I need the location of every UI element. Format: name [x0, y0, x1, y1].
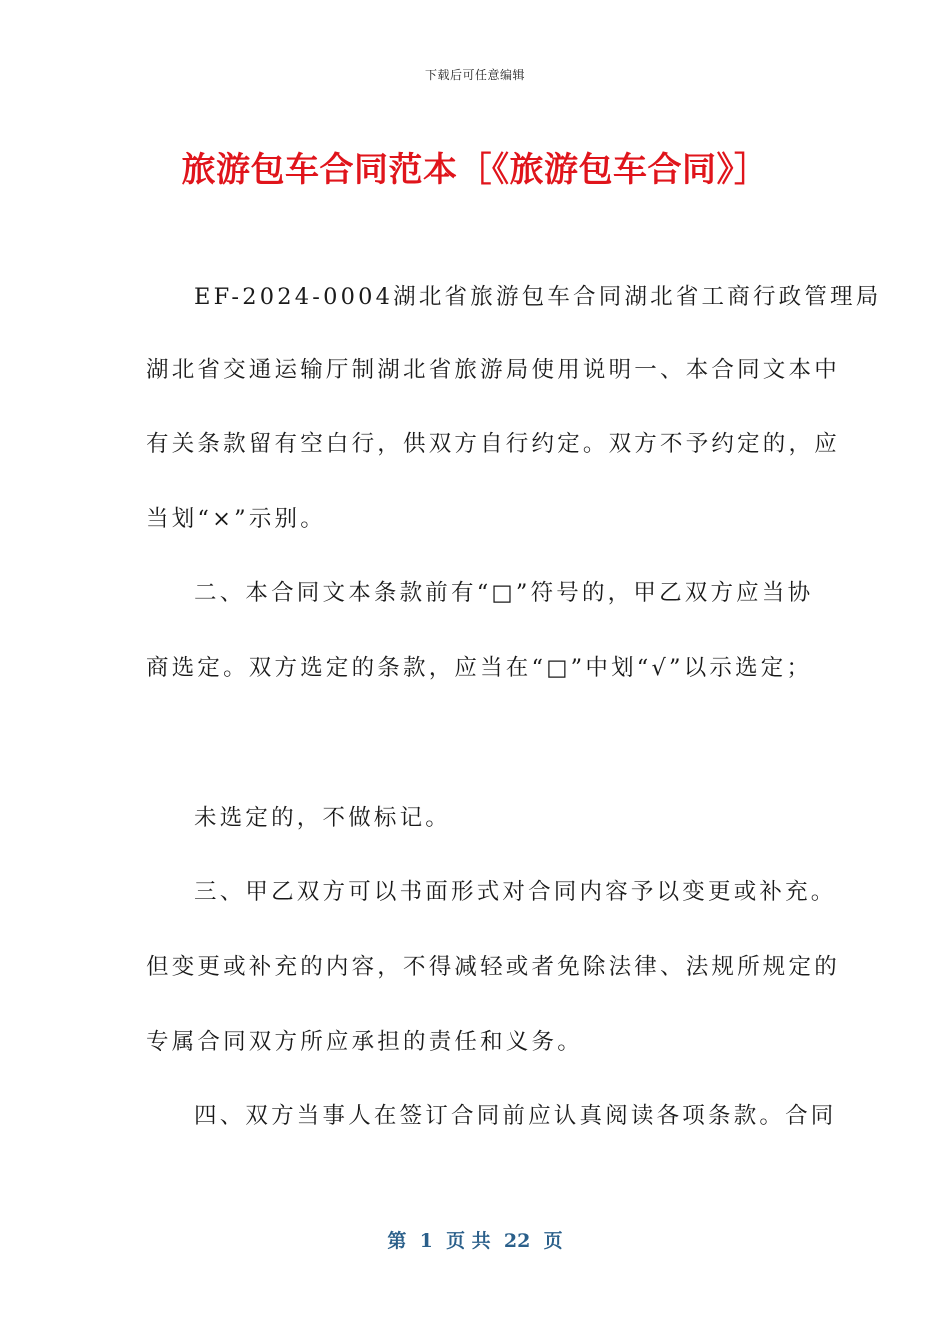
body-line: 商选定。双方选定的条款，应当在“□”中划“√”以示选定； — [146, 655, 813, 681]
document-title: 旅游包车合同范本［《旅游包车合同》］ — [181, 150, 769, 190]
body-line: 三、甲乙双方可以书面形式对合同内容予以变更或补充。 — [194, 879, 837, 905]
body-line: 四、双方当事人在签订合同前应认真阅读各项条款。合同 — [194, 1103, 837, 1129]
body-line: 但变更或补充的内容，不得减轻或者免除法律、法规所规定的 — [146, 954, 840, 980]
body-line: EF-2024-0004湖北省旅游包车合同湖北省工商行政管理局 — [194, 284, 882, 310]
body-line: 有关条款留有空白行，供双方自行约定。双方不予约定的，应 — [146, 431, 840, 457]
page-number-footer: 第 1 页 共 22 页 — [387, 1230, 563, 1252]
body-line: 当划“×”示别。 — [146, 506, 326, 532]
body-line: 专属合同双方所应承担的责任和义务。 — [146, 1029, 583, 1055]
header-note: 下载后可任意编辑 — [424, 68, 525, 82]
body-line: 二、本合同文本条款前有“□”符号的，甲乙双方应当协 — [194, 580, 814, 606]
body-line: 未选定的，不做标记。 — [194, 805, 452, 831]
body-line: 湖北省交通运输厅制湖北省旅游局使用说明一、本合同文本中 — [146, 357, 840, 383]
